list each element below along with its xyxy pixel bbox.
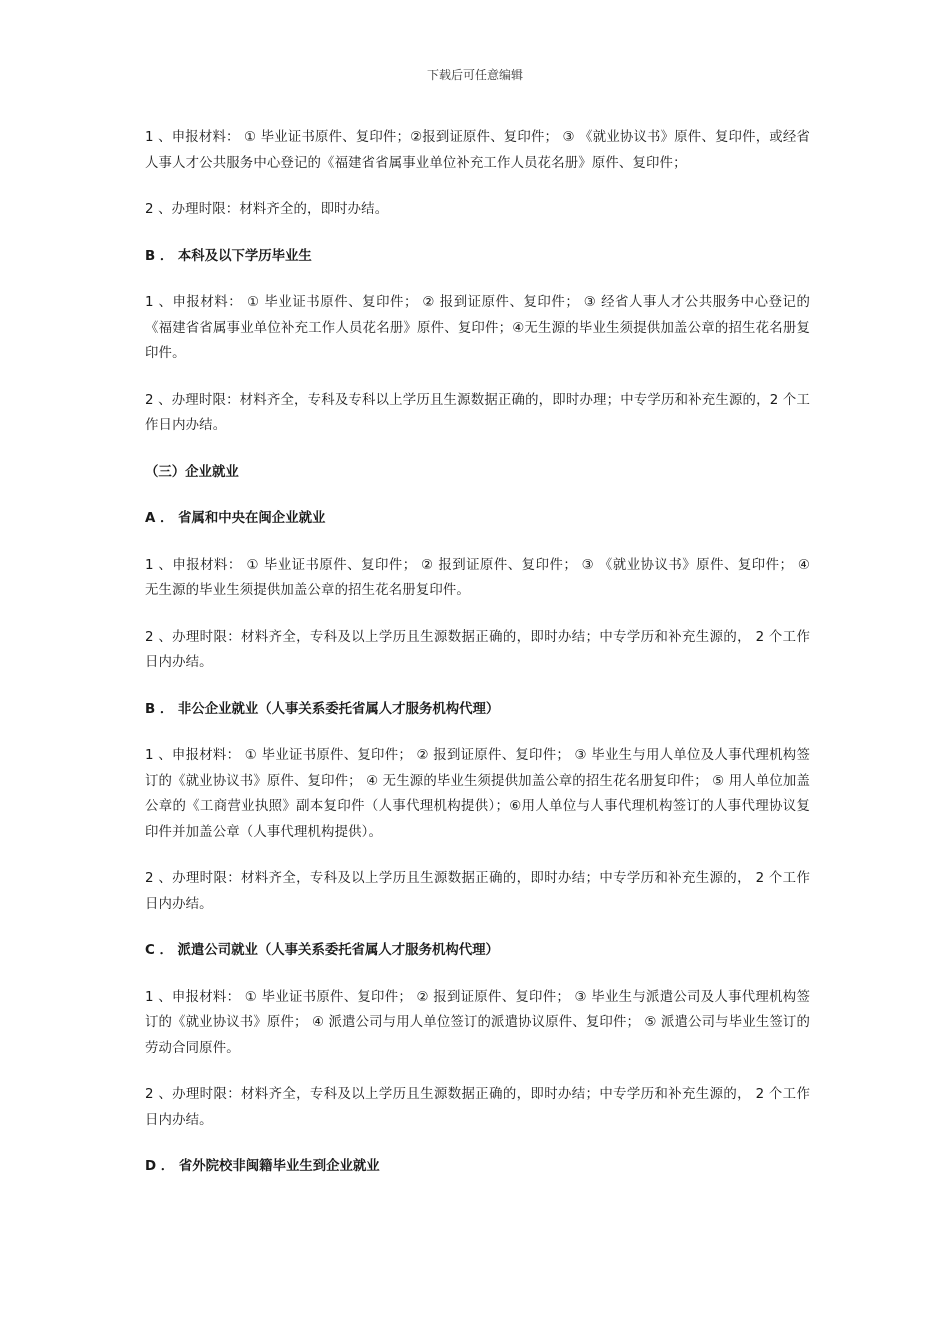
section-heading: B ． 本科及以下学历毕业生	[145, 248, 312, 264]
document-body	[145, 125, 810, 1201]
paragraph: 1 、申报材料： ① 毕业证书原件、复印件； ② 报到证原件、复印件； ③ 《就业协议书》原件、复印件； ④ 无生源的毕业生须提供加盖公章的招生花名册复印件。	[145, 557, 810, 598]
paragraph: 2 、办理时限：材料齐全，专科及以上学历且生源数据正确的，即时办结；中专学历和补充生源的， 2 个工作日内办结。	[145, 871, 810, 912]
section-heading: （三）企业就业	[145, 464, 239, 480]
section-heading: B ． 非公企业就业（人事关系委托省属人才服务机构代理）	[145, 701, 500, 717]
section-heading: D ． 省外院校非闽籍毕业生到企业就业	[145, 1159, 380, 1174]
paragraph: 2 、办理时限：材料齐全，专科及以上学历且生源数据正确的，即时办结；中专学历和补充生源的， 2 个工作日内办结。	[145, 1087, 810, 1128]
section-heading: C ． 派遣公司就业（人事关系委托省属人才服务机构代理）	[145, 943, 499, 958]
paragraph: 1 、申报材料： ① 毕业证书原件、复印件； ② 报到证原件、复印件； ③ 经省人事人才公共服务中心登记的《福建省省属事业单位补充工作人员花名册》原件、复印件；④无生源的毕业生须提供加盖公章的招生花名册复印件。	[145, 295, 810, 361]
section-heading: A ． 省属和中央在闽企业就业	[145, 511, 326, 526]
paragraph: 2 、办理时限：材料齐全，专科及专科以上学历且生源数据正确的，即时办理；中专学历和补充生源的，2 个工作日内办结。	[145, 392, 810, 433]
paragraph: 1 、申报材料： ① 毕业证书原件、复印件； ② 报到证原件、复印件； ③ 毕业生与派遣公司及人事代理机构签订的《就业协议书》原件； ④ 派遣公司与用人单位签订的派遣协议原件、复印件； ⑤ 派遣公司与毕业生签订的劳动合同原件。	[145, 989, 810, 1056]
page-header: 下载后可任意编辑	[426, 68, 523, 82]
paragraph: 2 、办理时限：材料齐全，专科及以上学历且生源数据正确的，即时办结；中专学历和补充生源的， 2 个工作日内办结。	[145, 629, 810, 670]
paragraph: 2 、办理时限：材料齐全的，即时办结。	[145, 202, 389, 217]
paragraph: 1 、申报材料： ① 毕业证书原件、复印件； ② 报到证原件、复印件； ③ 毕业生与用人单位及人事代理机构签订的《就业协议书》原件、复印件； ④ 无生源的毕业生须提供加盖公章的招生花名册复印件； ⑤ 用人单位加盖公章的《工商营业执照》副本复印件（人事代理机构提供）；⑥用人单位与人事代理机构签订的人事代理协议复印件并加盖公章（人事代理机构提供）。	[145, 748, 810, 840]
paragraph: 1 、申报材料： ① 毕业证书原件、复印件；②报到证原件、复印件； ③ 《就业协议书》原件、复印件，或经省人事人才公共服务中心登记的《福建省省属事业单位补充工作人员花名册》原件、复印件；	[145, 130, 810, 171]
